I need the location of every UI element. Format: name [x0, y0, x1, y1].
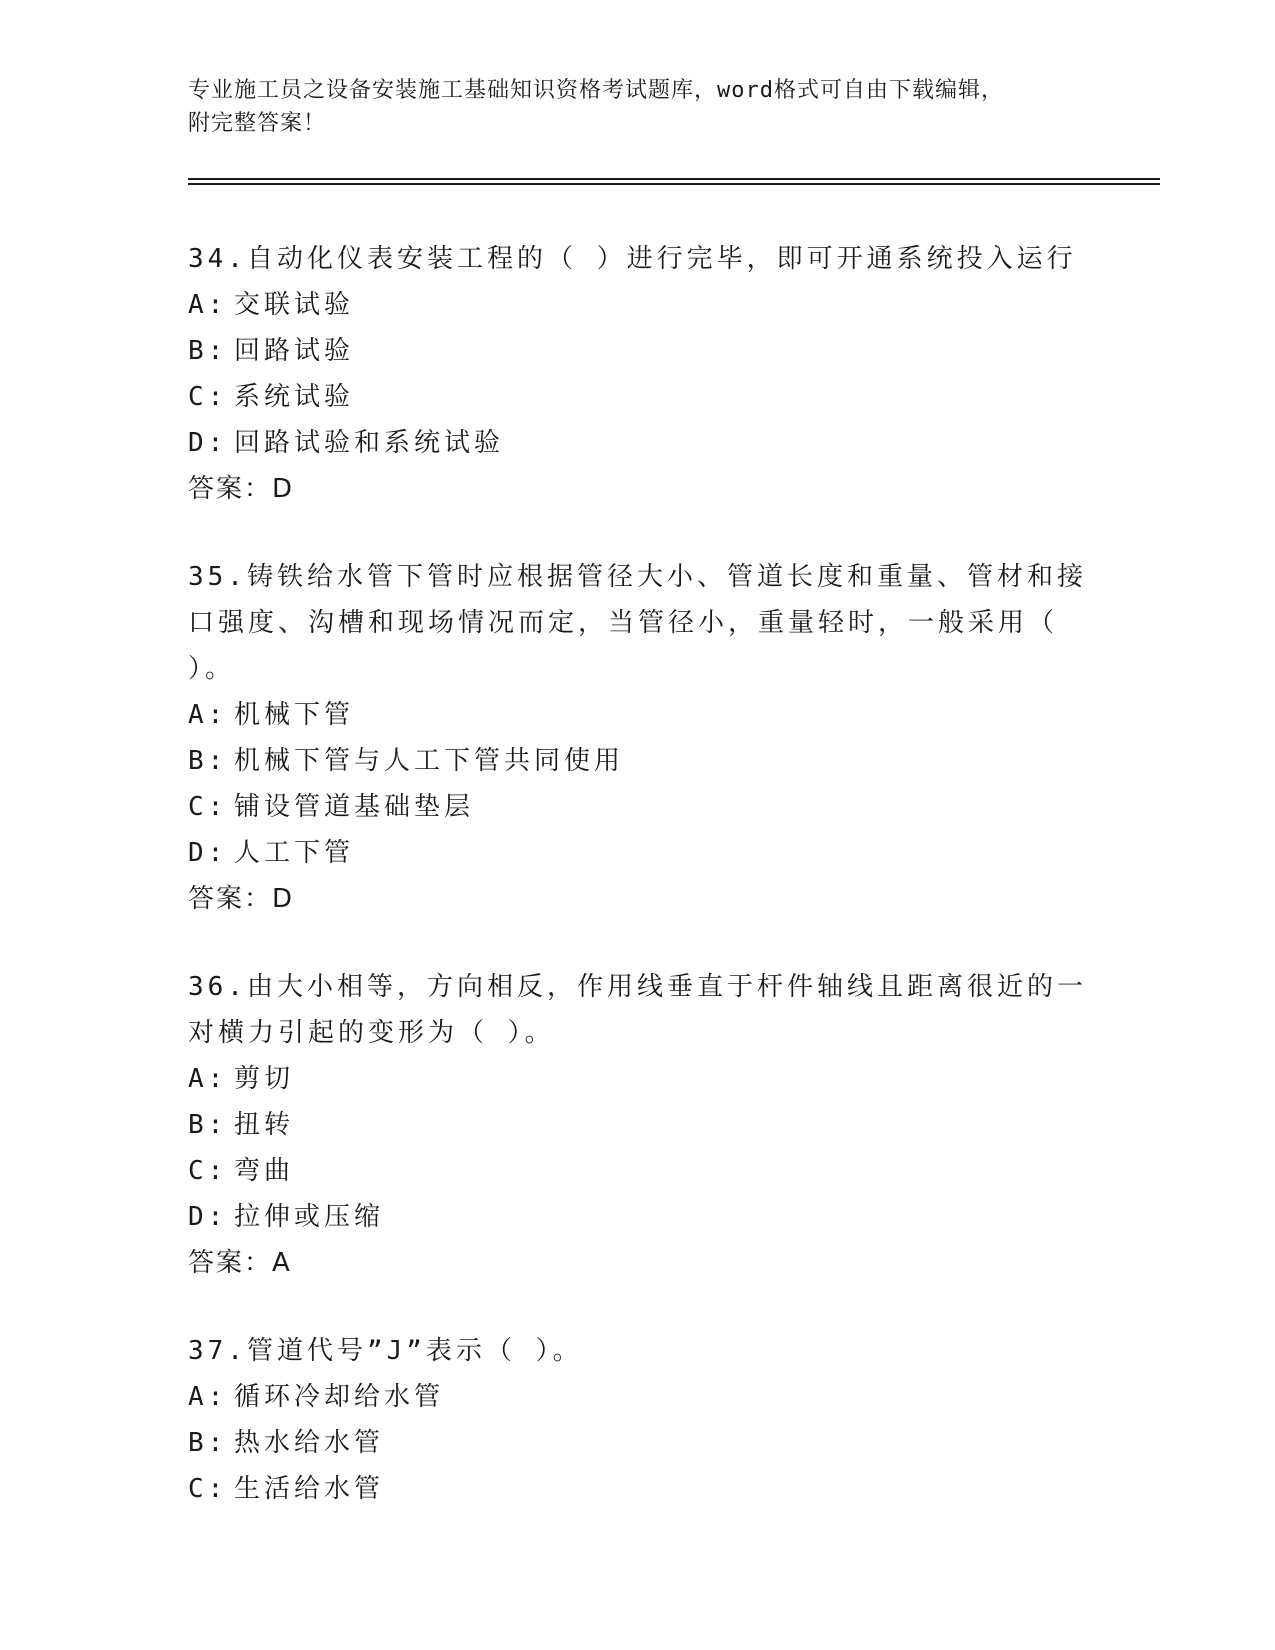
option-key: C: — [188, 1474, 228, 1504]
option-key: A: — [188, 700, 228, 730]
option-text: 弯曲 — [234, 1156, 295, 1186]
option-text: 热水给水管 — [234, 1428, 385, 1458]
question-text: 36.由大小相等，方向相反，作用线垂直于杆件轴线且距离很近的一对横力引起的变形为（ ）。 — [188, 972, 1087, 1048]
option-a — [188, 282, 1088, 328]
option-text: 回路试验和系统试验 — [234, 428, 505, 458]
option-d — [188, 830, 1088, 876]
option-text: 生活给水管 — [234, 1474, 385, 1504]
option-b — [188, 1420, 1088, 1466]
answer-label: 答案：D — [188, 474, 295, 504]
option-text: 系统试验 — [234, 382, 355, 412]
option-key: C: — [188, 792, 228, 822]
option-a — [188, 692, 1088, 738]
question-37 — [188, 1328, 1088, 1512]
option-text: 机械下管 — [234, 700, 355, 730]
question-text: 35.铸铁给水管下管时应根据管径大小、管道长度和重量、管材和接口强度、沟槽和现场情况而定，当管径小，重量轻时，一般采用（ ）。 — [188, 562, 1087, 684]
option-text: 剪切 — [234, 1064, 295, 1094]
question-35 — [188, 554, 1088, 922]
option-c — [188, 374, 1088, 420]
option-key: C: — [188, 382, 228, 412]
option-b — [188, 328, 1088, 374]
header-divider-top — [188, 178, 1160, 180]
option-text: 扭转 — [234, 1110, 295, 1140]
option-c — [188, 1466, 1088, 1512]
option-text: 回路试验 — [234, 336, 355, 366]
option-key: D: — [188, 838, 228, 868]
option-b — [188, 1102, 1088, 1148]
option-d — [188, 1194, 1088, 1240]
option-text: 人工下管 — [234, 838, 355, 868]
option-text: 循环冷却给水管 — [234, 1382, 445, 1412]
option-text: 铺设管道基础垫层 — [234, 792, 475, 822]
option-text: 机械下管与人工下管共同使用 — [234, 746, 625, 776]
question-text: 34.自动化仪表安装工程的（ ）进行完毕，即可开通系统投入运行 — [188, 244, 1077, 274]
answer-label: 答案：D — [188, 884, 295, 914]
option-key: A: — [188, 1382, 228, 1412]
document-header — [188, 74, 1088, 140]
question-36 — [188, 964, 1088, 1286]
option-c — [188, 784, 1088, 830]
option-key: B: — [188, 1110, 228, 1140]
option-c — [188, 1148, 1088, 1194]
header-divider-bottom — [188, 183, 1160, 185]
option-key: D: — [188, 428, 228, 458]
option-b — [188, 738, 1088, 784]
option-text: 交联试验 — [234, 290, 355, 320]
header-line-2: 附完整答案！ — [188, 111, 327, 136]
option-key: A: — [188, 290, 228, 320]
option-a — [188, 1374, 1088, 1420]
question-34 — [188, 236, 1088, 512]
option-a — [188, 1056, 1088, 1102]
option-key: B: — [188, 746, 228, 776]
answer-label: 答案：A — [188, 1248, 292, 1278]
option-key: C: — [188, 1156, 228, 1186]
option-key: B: — [188, 336, 228, 366]
option-key: B: — [188, 1428, 228, 1458]
question-text: 37.管道代号”J”表示（ ）。 — [188, 1336, 583, 1366]
option-text: 拉伸或压缩 — [234, 1202, 385, 1232]
option-d — [188, 420, 1088, 466]
option-key: D: — [188, 1202, 228, 1232]
header-line-1: 专业施工员之设备安装施工基础知识资格考试题库，word格式可自由下载编辑， — [188, 78, 1004, 103]
option-key: A: — [188, 1064, 228, 1094]
question-list — [188, 236, 1088, 1554]
